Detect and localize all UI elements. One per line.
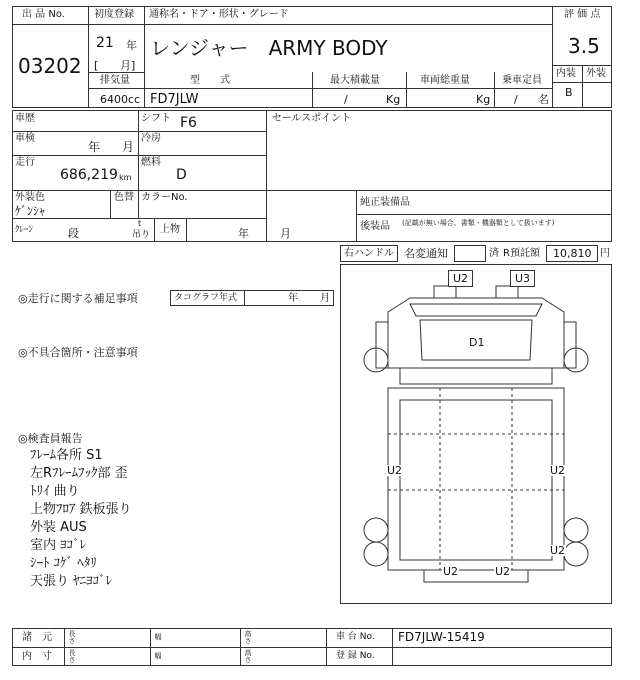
capacity-slash: / bbox=[514, 93, 518, 106]
model-label: 型 式 bbox=[190, 75, 230, 86]
inspector-line: 外装 AUS bbox=[30, 520, 87, 535]
crane-ton: t bbox=[138, 219, 142, 228]
aftermarket-note: (記載が無い場合、書類・機器類として扱います) bbox=[402, 219, 555, 227]
inspection-month: 月 bbox=[122, 140, 135, 154]
inspector-line: 左Rﾌﾚｰﾑﾌｯｸ部 歪 bbox=[30, 466, 128, 481]
inspector-report-list bbox=[30, 447, 132, 591]
gross-weight-label: 車両総重量 bbox=[420, 75, 470, 86]
rhd-label: 右ハンドル bbox=[344, 248, 394, 259]
tachograph-year: 年 bbox=[288, 293, 298, 304]
interior-label: 内装 bbox=[556, 68, 576, 79]
registration-label: 登 録 No. bbox=[336, 651, 375, 661]
ext-color-label: 外装色 bbox=[15, 192, 45, 203]
inspector-line: ﾄﾘｲ 曲り bbox=[30, 484, 80, 499]
spec-height-label: 高さ bbox=[244, 630, 252, 644]
inspection-label: 車検 bbox=[15, 133, 35, 144]
spec-width-label: 幅 bbox=[154, 633, 162, 640]
color-change-label: 色替 bbox=[114, 192, 134, 203]
month-open: [ bbox=[94, 59, 99, 72]
tax-label: 済 bbox=[489, 248, 499, 259]
score-label: 評 価 点 bbox=[564, 9, 601, 20]
shift-value: F6 bbox=[180, 115, 197, 131]
mileage-value: 686,219 bbox=[60, 167, 118, 183]
lot-number: 03202 bbox=[18, 54, 82, 78]
dim-width-label: 幅 bbox=[154, 652, 162, 659]
spec-length-label: 長さ bbox=[68, 630, 76, 644]
chassis-number: FD7JLW-15419 bbox=[398, 630, 485, 644]
load-kg: Kg bbox=[386, 93, 401, 106]
evaluation-score: 3.5 bbox=[568, 34, 600, 58]
dim-length-label: 長さ bbox=[68, 649, 76, 663]
exterior-label: 外装 bbox=[586, 68, 606, 79]
inspector-report-label: ◎検査員報告 bbox=[18, 432, 83, 445]
max-load-label: 最大積載量 bbox=[330, 75, 380, 86]
history-label: 車歴 bbox=[15, 113, 35, 124]
gross-kg: Kg bbox=[476, 93, 491, 106]
damage-mark-d1: D1 bbox=[469, 336, 485, 349]
ac-label: 冷房 bbox=[141, 133, 161, 144]
yen-label: 円 bbox=[600, 248, 610, 259]
mileage-label: 走行 bbox=[15, 157, 35, 168]
aftermarket-label: 後装品 bbox=[360, 221, 390, 232]
shift-label: シフト bbox=[141, 113, 171, 124]
tachograph-label: タコグラフ年式 bbox=[174, 293, 238, 303]
inner-dims-label: 内 寸 bbox=[22, 651, 52, 662]
displacement-unit: cc bbox=[128, 93, 141, 106]
model-value: FD7JLW bbox=[150, 92, 199, 107]
first-reg-year: 21 bbox=[96, 35, 114, 51]
person-unit: 名 bbox=[538, 93, 549, 106]
truck-top-view-diagram bbox=[340, 264, 612, 604]
recycle-value: 10,810 bbox=[553, 247, 592, 260]
recycle-label: R預託額 bbox=[503, 248, 540, 259]
mileage-unit: km bbox=[119, 173, 132, 182]
capacity-label: 乗車定員 bbox=[502, 75, 542, 86]
vehicle-name: レンジャー ARMY BODY bbox=[150, 36, 388, 60]
fuel-value: D bbox=[176, 167, 187, 183]
interior-grade: B bbox=[565, 86, 573, 99]
name-change-box bbox=[454, 245, 486, 262]
crane-label: ｸﾚｰﾝ bbox=[15, 225, 34, 235]
selling-points-label: セールスポイント bbox=[272, 113, 352, 124]
specs-label: 諸 元 bbox=[22, 632, 52, 643]
crane-stage: 段 bbox=[68, 227, 79, 240]
genuine-equip-label: 純正装備品 bbox=[360, 197, 410, 208]
driving-notes-label: ◎走行に関する補足事項 bbox=[18, 292, 138, 305]
damage-mark-u2-bottom-right: U2 bbox=[495, 565, 511, 578]
displacement-label: 排気量 bbox=[100, 75, 130, 86]
chassis-label: 車 台 No. bbox=[336, 632, 375, 642]
bed-month: 月 bbox=[280, 227, 291, 240]
damage-mark-u2-right: U2 bbox=[550, 464, 566, 477]
damage-mark-u2-bottom-left: U2 bbox=[443, 565, 459, 578]
dim-height-label: 高さ bbox=[244, 649, 252, 663]
damage-mark-u2-top: U2 bbox=[448, 270, 473, 287]
inspection-year: 年 bbox=[88, 140, 101, 154]
bed-label: 上物 bbox=[160, 224, 180, 235]
defects-label: ◎不具合箇所・注意事項 bbox=[18, 346, 138, 359]
damage-mark-u2-right-low: U2 bbox=[550, 544, 566, 557]
crane-lift: 吊り bbox=[132, 230, 151, 240]
inspector-line: 天張り ﾔﾆﾖｺﾞﾚ bbox=[30, 574, 113, 589]
color-no-label: カラーNo. bbox=[141, 192, 188, 203]
displacement-value: 6400 bbox=[100, 93, 128, 106]
damage-mark-u3-top: U3 bbox=[510, 270, 535, 287]
ext-color-value: ｹﾞﾝｼｬ bbox=[15, 204, 46, 218]
damage-mark-u2-left: U2 bbox=[387, 464, 403, 477]
fuel-label: 燃料 bbox=[141, 157, 161, 168]
name-change-label: 名変通知 bbox=[404, 247, 448, 260]
inspector-line: 室内 ﾖｺﾞﾚ bbox=[30, 538, 87, 553]
tachograph-month: 月 bbox=[320, 293, 330, 304]
load-slash: / bbox=[344, 93, 348, 106]
first-reg-label: 初度登録 bbox=[94, 9, 134, 20]
bed-year: 年 bbox=[238, 227, 249, 240]
month-unit: 月] bbox=[120, 59, 136, 72]
name-label: 通称名・ドア・形状・グレード bbox=[149, 9, 289, 20]
lot-label: 出 品 No. bbox=[22, 9, 65, 20]
inspector-line: ｼｰﾄ ｺｹﾞ ﾍﾀﾘ bbox=[30, 556, 97, 571]
year-unit: 年 bbox=[126, 39, 137, 52]
inspector-line: ﾌﾚｰﾑ各所 S1 bbox=[30, 448, 103, 463]
inspector-line: 上物ﾌﾛｱ 鉄板張り bbox=[30, 502, 132, 517]
